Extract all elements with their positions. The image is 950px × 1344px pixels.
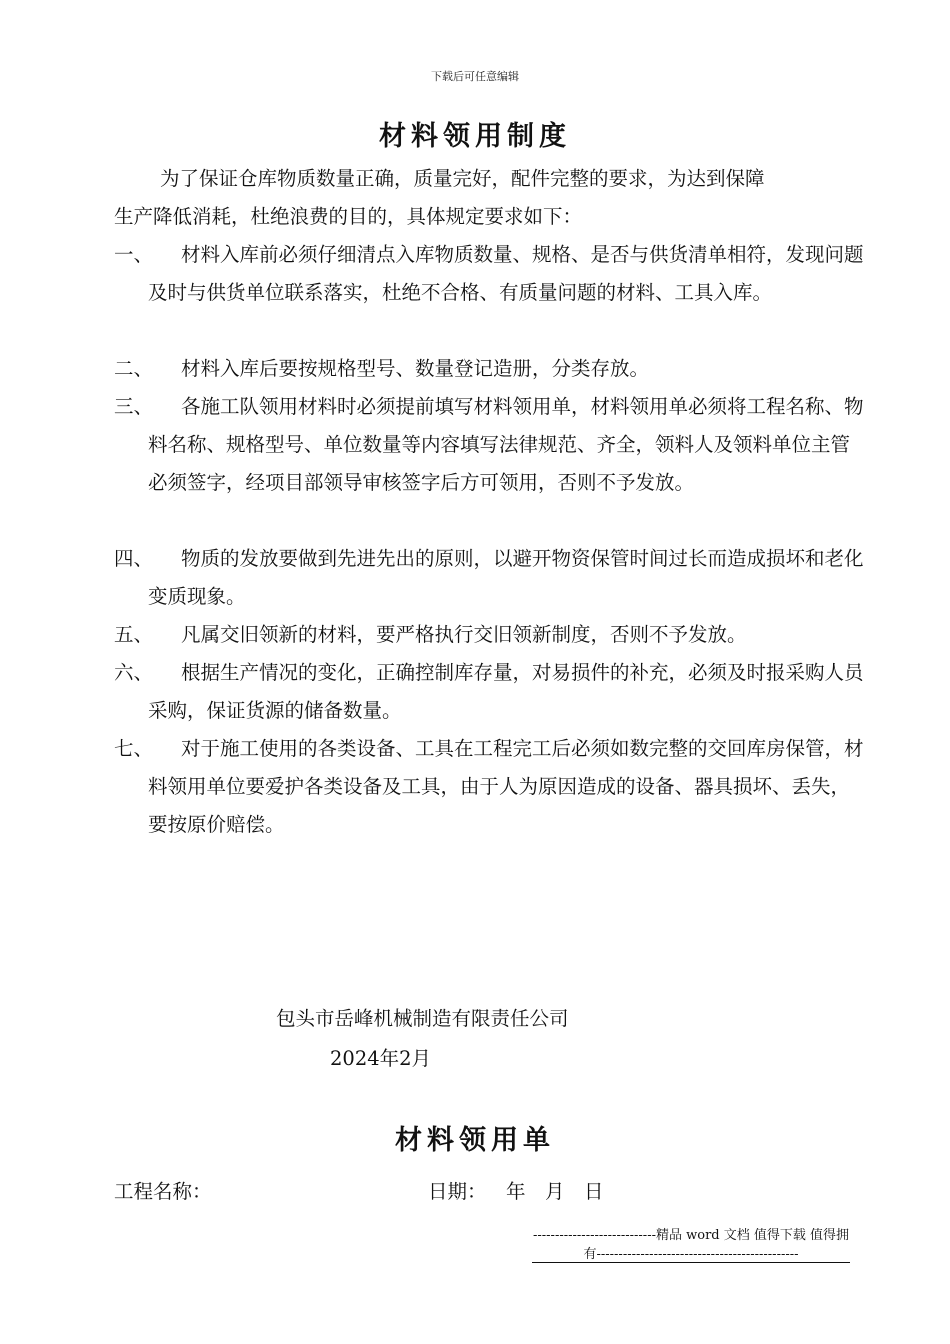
project-name-label: 工程名称： bbox=[114, 1180, 212, 1203]
item-number: 四、 bbox=[114, 547, 154, 570]
item-number: 六、 bbox=[114, 661, 154, 684]
item-number: 五、 bbox=[114, 623, 154, 646]
item-text: 凡属交旧领新的材料，要严格执行交旧领新制度，否则不予发放。 bbox=[181, 623, 747, 646]
intro-line-1: 为了保证仓库物质数量正确，质量完好，配件完整的要求，为达到保障 bbox=[160, 167, 765, 190]
item-text: 根据生产情况的变化，正确控制库存量，对易损件的补充，必须及时报采购人员采购，保证货源的储备数量。 bbox=[148, 661, 864, 722]
date-month-label: 月 bbox=[545, 1180, 565, 1203]
date-day-label: 日 bbox=[584, 1180, 604, 1203]
item-number: 三、 bbox=[114, 395, 154, 418]
item-number: 七、 bbox=[114, 737, 154, 760]
footer-note: ----------------------------精品 word 文档 值得下载 值得拥有---------------------------------------------- bbox=[532, 1228, 849, 1262]
item-number: 一、 bbox=[114, 243, 154, 266]
item-text: 物质的发放要做到先进先出的原则，以避开物资保管时间过长而造成损坏和老化变质现象。 bbox=[148, 547, 864, 608]
issue-date: 2024年2月 bbox=[330, 1047, 432, 1070]
item-text: 对于施工使用的各类设备、工具在工程完工后必须如数完整的交回库房保管，材料领用单位要爱护各类设备及工具，由于人为原因造成的设备、器具损坏、丢失，要按原价赔偿。 bbox=[148, 737, 864, 836]
item-text: 材料入库前必须仔细清点入库物质数量、规格、是否与供货清单相符，发现问题及时与供货单位联系落实，杜绝不合格、有质量问题的材料、工具入库。 bbox=[148, 243, 864, 304]
form-title: 材料领用单 bbox=[395, 1125, 555, 1156]
item-number: 二、 bbox=[114, 357, 154, 380]
item-text: 材料入库后要按规格型号、数量登记造册，分类存放。 bbox=[181, 357, 650, 380]
date-label: 日期： bbox=[428, 1180, 487, 1203]
header-note: 下载后可任意编辑 bbox=[431, 70, 519, 83]
intro-line-2: 生产降低消耗，杜绝浪费的目的，具体规定要求如下： bbox=[114, 205, 583, 228]
company-name: 包头市岳峰机械制造有限责任公司 bbox=[276, 1007, 569, 1030]
item-text: 各施工队领用材料时必须提前填写材料领用单，材料领用单必须将工程名称、物料名称、规格型号、单位数量等内容填写法律规范、齐全，领料人及领料单位主管必须签字，经项目部领导审核签字后方可领用，否则不予发放。 bbox=[148, 395, 864, 494]
date-year-label: 年 bbox=[506, 1180, 526, 1203]
document-title: 材料领用制度 bbox=[379, 121, 571, 152]
footer-rule bbox=[532, 1262, 850, 1263]
